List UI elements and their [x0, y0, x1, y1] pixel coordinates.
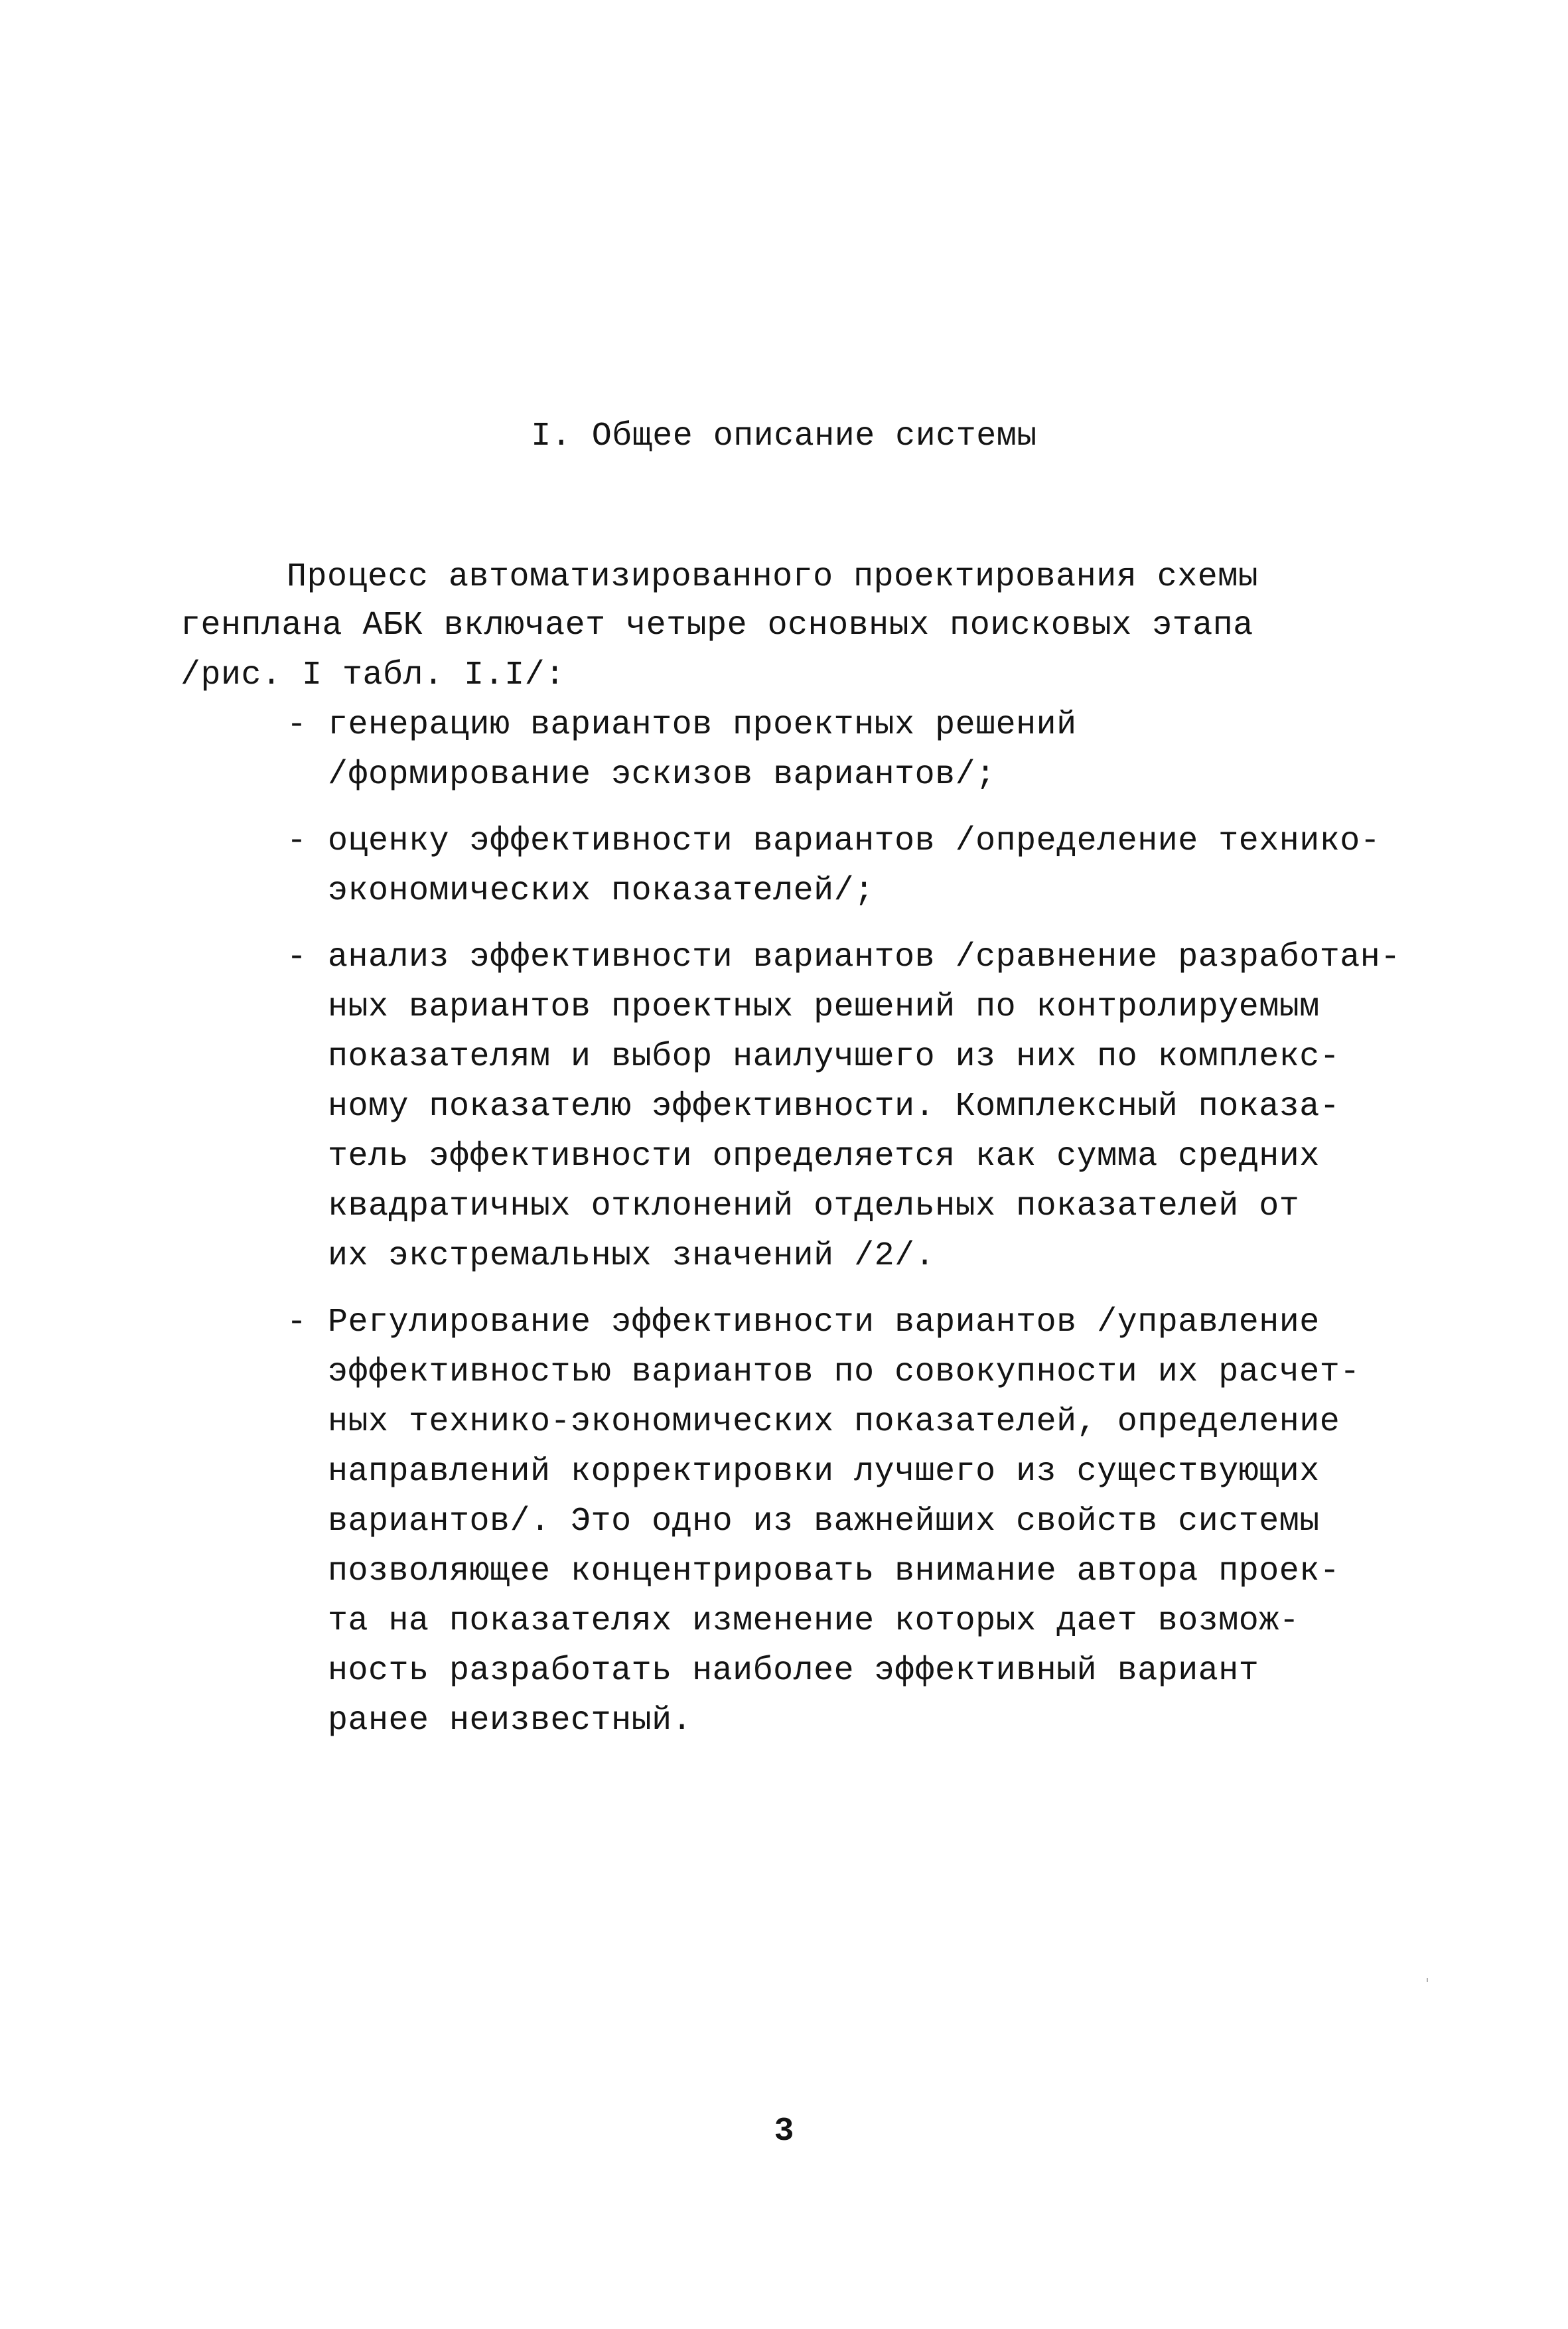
intro-line: /рис. I табл. I.I/: — [180, 656, 565, 694]
intro-line: генплана АБК включает четыре основных поисковых этапа — [180, 607, 1253, 644]
list-item-line: направлений корректировки лучшего из существующих — [328, 1453, 1320, 1491]
list-item-line: вариантов/. Это одно из важнейших свойств системы — [328, 1503, 1320, 1540]
list-item-line: та на показателях изменение которых дает возмож- — [328, 1602, 1300, 1640]
list-item-line: показателям и выбор наилучшего из них по комплекс- — [328, 1038, 1340, 1076]
list-item-line: экономических показателей/; — [328, 872, 875, 910]
list-item-line: ному показателю эффективности. Комплексный показа- — [328, 1088, 1340, 1126]
list-dash: - — [287, 706, 307, 744]
list-item-line: ных вариантов проектных решений по контролируемым — [328, 988, 1320, 1026]
list-item-line: анализ эффективности вариантов /сравнение разработан- — [328, 939, 1401, 976]
list-dash: - — [287, 939, 307, 976]
list-item-line: позволяющее концентрировать внимание автора проек- — [328, 1552, 1340, 1590]
intro-line: Процесс автоматизированного проектирования схемы — [287, 558, 1259, 596]
list-dash: - — [287, 822, 307, 860]
list-item-line: /формирование эскизов вариантов/; — [328, 756, 996, 794]
list-item-line: ранее неизвестный. — [328, 1702, 693, 1740]
list-item-line: ность разработать наиболее эффективный вариант — [328, 1652, 1259, 1690]
page-number: 3 — [774, 2113, 794, 2150]
list-item-line: Регулирование эффективности вариантов /управление — [328, 1304, 1320, 1341]
list-item-line: оценку эффективности вариантов /определение технико- — [328, 822, 1381, 860]
list-item-line: квадратичных отклонений отдельных показателей от — [328, 1187, 1300, 1225]
section-heading: I. Общее описание системы — [531, 417, 1037, 455]
list-item-line: эффективностью вариантов по совокупности их расчет- — [328, 1353, 1360, 1391]
scan-speck — [1427, 1978, 1428, 1982]
list-item-line: их экстремальных значений /2/. — [328, 1237, 936, 1275]
list-item-line: генерацию вариантов проектных решений — [328, 706, 1077, 744]
list-item-line: тель эффективности определяется как сумма средних — [328, 1138, 1320, 1175]
list-dash: - — [287, 1304, 307, 1341]
list-item-line: ных технико-экономических показателей, определение — [328, 1403, 1340, 1441]
